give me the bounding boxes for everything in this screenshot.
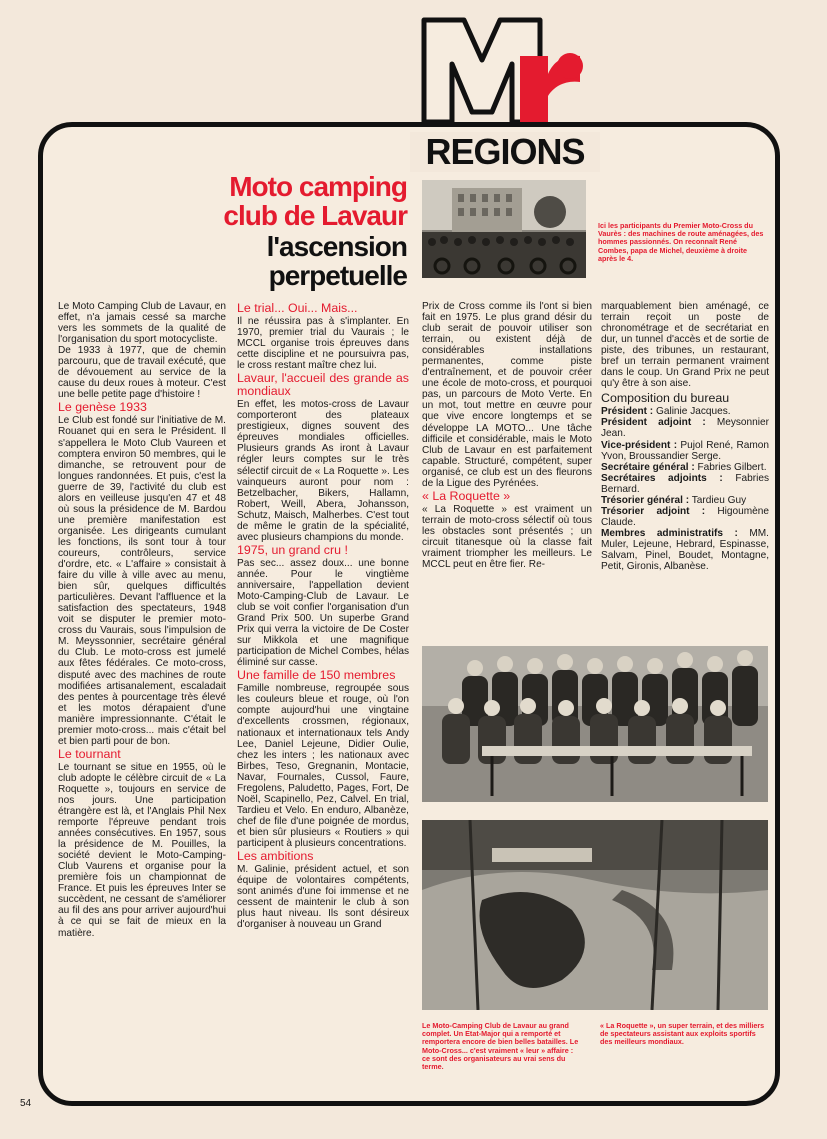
group-photo <box>422 646 768 802</box>
paragraph: Pas sec... assez doux... une bonne année. Pour le vingtième anniversaire, l'appellation devient Moto-Camping-Club de Lavaur. Le club se voit confier l'organisation d'un Grand Prix 500. Un superbe Grand Prix qui verra la victoire de De Coster sur Mikkola et une magnifique participation de Michel Combes, hélas éliminé sur casse. <box>237 557 409 669</box>
bureau-names: Meysonnier Jean. <box>601 417 769 440</box>
paragraph: Il ne réussira pas à s'implanter. En 1970, premier trial du Vaurais ; le MCCL organise trois épreuves dans cette discipline et ne poursuivra pas, le cross restant maître chez lui. <box>237 316 409 372</box>
subheading: Le genèse 1933 <box>58 400 147 415</box>
bureau-names: Fabries Bernard. <box>601 472 769 495</box>
bureau-names: Fabries Gilbert. <box>697 461 767 473</box>
bureau-names: MM. Muler, Lejeune, Hebrard, Espinasse, Salvam, Pinel, Boudet, Montagne, Petit, Gironis, Albanèse. <box>601 527 769 573</box>
bureau-entry <box>601 462 769 473</box>
title-line: perpetuelle <box>268 260 407 291</box>
title-line: club de Lavaur <box>223 200 407 231</box>
subheading: Lavaur, l'accueil des grande as mondiaux <box>237 371 409 399</box>
bureau-names: Tardieu Guy <box>691 494 747 506</box>
title-line: Moto camping <box>229 171 407 202</box>
bureau-role: Président adjoint : <box>601 417 706 429</box>
column-4 <box>601 301 769 572</box>
track-photo-caption: « La Roquette », un super terrain, et des milliers de spectateurs assistant aux exploits sportifs des meilleurs mondiaux. <box>600 1021 765 1047</box>
paragraph: De 1933 à 1977, que de chemin parcouru, que de travail exécuté, que de dévouement au service de la cause du deux roues à moteur. C'est une belle petite page d'histoire ! <box>58 345 226 401</box>
bureau-role: Secrétaire général : <box>601 461 695 473</box>
top-photo-caption: Ici les participants du Premier Moto-Cross du Vaurès : des machines de route aménagées, des hommes passionnés. On reconnaît René Combes, papa de Michel, deuxième à droite après le 4. <box>598 221 764 263</box>
bureau-role: Membres administratifs : <box>601 527 738 539</box>
bureau-role: Trésorier adjoint : <box>601 505 706 517</box>
column-3 <box>422 301 592 570</box>
bureau-role: Président : <box>601 406 654 418</box>
bureau-role: Secrétaires adjoints : <box>601 472 723 484</box>
bureau-names: Higoumène Claude. <box>601 505 769 528</box>
column-2 <box>237 301 409 930</box>
subheading: Les ambitions <box>237 849 314 864</box>
paragraph: Le Moto Camping Club de Lavaur, en effet, n'a jamais cessé sa marche vers les sommets de la qualité de l'organisation du sport motocycliste. <box>58 301 226 346</box>
bureau-role: Trésorier général : <box>601 494 690 506</box>
subheading: Le trial... Oui... Mais... <box>237 301 358 315</box>
bureau-entry <box>601 495 769 506</box>
subheading: « La Roquette » <box>422 488 511 503</box>
subheading: Une famille de 150 membres <box>237 668 396 683</box>
subheading: Composition du bureau <box>601 391 730 406</box>
track-photo <box>422 820 768 1010</box>
section-title: REGIONS <box>410 132 600 172</box>
bureau-role: Vice-président : <box>601 439 678 451</box>
page-number: 54 <box>20 1098 32 1109</box>
paragraph: « La Roquette » est vraiment un terrain de moto-cross sélectif où tous les obstacles sont présentés ; un circuit titanesque où la classe fait vraiment triompher les meilleurs. Le MCCL peut en être fier. Re- <box>422 503 592 571</box>
paragraph: marquablement bien aménagé, ce terrain reçoit un poste de chronométrage et de secrétariat en dur, un tunnel d'accès et de sortie de piste, des tribunes, un restaurant, bref un terrain permanent vraiment dans le coup. Un Grand Prix ne peut qu'y être à son aise. <box>601 301 769 390</box>
paragraph: Le Club est fondé sur l'initiative de M. Rouanet qui en sera le Président. Il s'appellera le Moto Club Vaureen et comptera environ 50 membres, qui le dimanche, se retrouvent pour de longues randonnées. Et puis, c'est la guerre de 39, l'activité du club est alors en veilleuse jusqu'en 47 et 48 où sous la présidence de M. Bardou une première manifestation est organisée. Les dirigeants cumulant les fonctions, ils sont tour à tour coureurs, contrôleurs, service d'ordre, etc. « L'affaire » consistait à faire du ville à ville avec au menu, bien sûr, quelques difficultés particulières. Devant l'affluence et la satisfaction des spectateurs, 1948 voit se disputer le premier moto-cross du Vaurais, sous l'impulsion de M. Meyssonnier, secrétaire général du Club. Le moto-cross est jumelé aux fêtes fédérales. Ce moto-cross, disputé avec des machines de route modifiées artisanalement, escaladait des pentes à pourcentage très élevé et les motos dérapaient d'une manière impressionnante. C'était le premier moto-cross... mais c'était bel et bien parti pour de bon. <box>58 415 226 747</box>
mr-logo <box>420 16 586 128</box>
bureau-entry <box>601 473 769 495</box>
participants-photo <box>422 180 586 278</box>
bureau-entry <box>601 506 769 528</box>
subheading: 1975, un grand cru ! <box>237 542 348 557</box>
paragraph: Le tournant se situe en 1955, où le club adopte le célèbre circuit de « La Roquette », toujours en service de nos jours. Une participation étrangère est là, et l'Anglais Phil Nex remporte l'épreuve pendant trois années consécutives. En 1957, sous la présidence de M. Pouilles, la société devient le Moto-Camping-Club Vaurens et organise pour la première fois un championnat de France. Et puis les épreuves Inter se succèdent, ne cessant de s'améliorer au fil des ans pour arriver aujourd'hui à ce qui se fait de mieux en la matière. <box>58 761 226 939</box>
paragraph: En effet, les motos-cross de Lavaur comporteront des plateaux prestigieux, dignes souvent des épreuves mondiales officielles. Plusieurs grands As iront à Lavaur régler leurs comptes sur le très sélectif circuit de « La Roquette ». Les vainqueurs auront pour nom : Betzelbacher, Bikers, Hallamn, Robert, Weill, Abera, Johansson, Schutz, Maisch, Malherbes. C'est tout de même le gratin de la spécialité, avec plusieurs champions du monde. <box>237 399 409 543</box>
bureau-entry <box>601 528 769 572</box>
bureau-entry <box>601 417 769 439</box>
bureau-entry <box>601 440 769 462</box>
title-black <box>267 232 407 290</box>
title-red <box>223 172 407 230</box>
group-photo-caption: Le Moto-Camping Club de Lavaur au grand complet. Un Etat-Major qui a remporté et remportera encore de bien belles batailles. Le Moto-Cross... c'est vraiment « leur » affaire : ce sont des organisateurs au vrai sens du terme. <box>422 1021 579 1072</box>
bureau-names: Pujol René, Ramon Yvon, Broussandier Serge. <box>601 439 770 462</box>
title-line: l'ascension <box>266 231 407 262</box>
column-1 <box>58 301 226 939</box>
bureau-entry <box>601 406 769 417</box>
paragraph: M. Galinie, président actuel, et son équipe de volontaires compétents, sont animés d'une foi immense et ne cessent de maintenir le club à son plus haut niveau. Ils sont désireux d'organiser à nouveau un Grand <box>237 864 409 931</box>
paragraph: Famille nombreuse, regroupée sous les couleurs bleue et rouge, où l'on compte aujourd'hui une vingtaine d'excellents crossmen, régionaux, nationaux et internationaux tels Andy Lee, Daniel Lejeune, Didier Oulie, chez les inters ; les nationaux avec Birbes, Teso, Gregnanin, Montacie, Navar, Fournales, Cussol, Faure, Fregolens, Paludetto, Pages, Fort, De Noël, Scapinello, Pez, Calvel. En trial, Tardieu et Velo. En enduro, Albanèze, chef de file d'une poignée de mordus, et bien sûr plusieurs « Routiers » qui participent à plusieurs concentrations. <box>237 683 409 849</box>
subheading: Le tournant <box>58 746 121 761</box>
bureau-names: Galinie Jacques. <box>655 406 731 418</box>
paragraph: Prix de Cross comme ils l'ont si bien fait en 1975. Le plus grand désir du club serait de pouvoir utiliser son terrain, ou existent déjà de considérables installations permanentes, comme piste d'entraînement, et de pouvoir créer une école de moto-cross, et pourquoi pas, un parcours de Moto Verte. En un mot, tout mettre en œuvre pour que vive encore longtemps et se développe LA MOTO... Une tâche difficile et considérable, mais le Moto Club de Lavaur en est parfaitement capable. Structuré, compétent, super organisé, ce club est un des fleurons de la Ligue des Pyrénées. <box>422 301 592 489</box>
